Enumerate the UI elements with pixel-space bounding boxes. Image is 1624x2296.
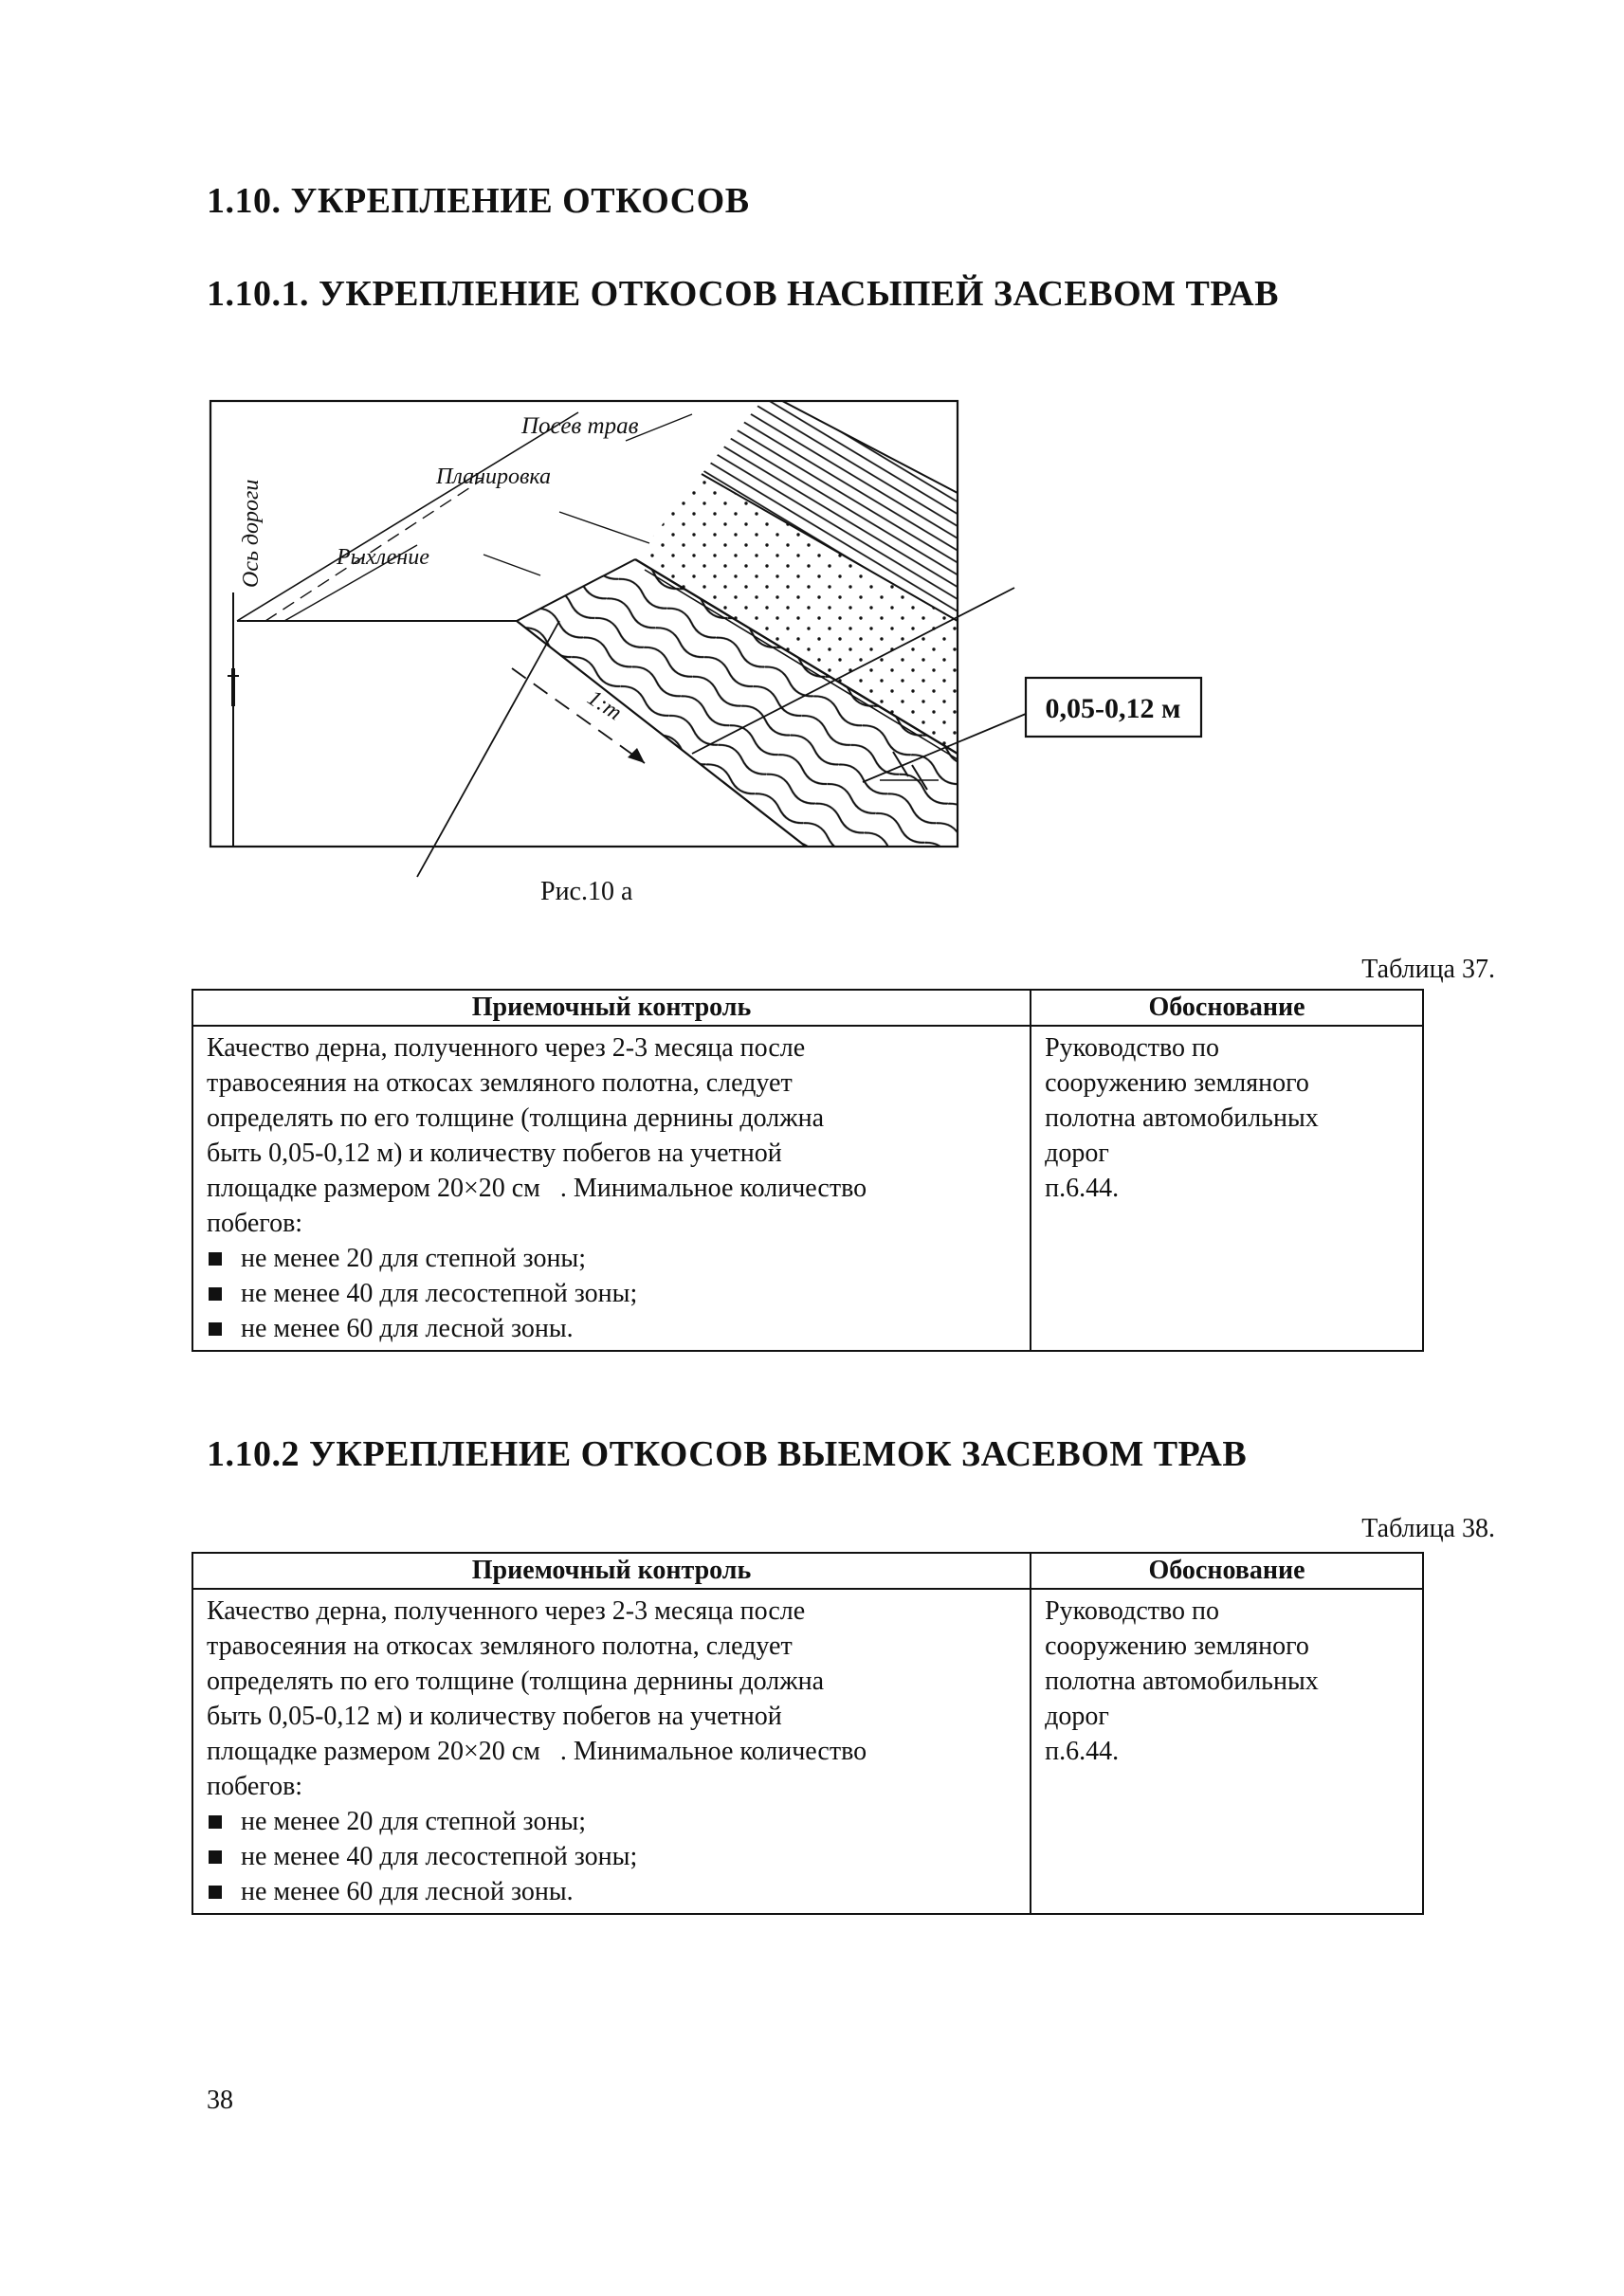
table-37-control-cell (192, 1026, 1031, 1351)
grading-label: Планировка (436, 465, 552, 489)
table-38-header-basis: Обоснование (1031, 1553, 1423, 1589)
basis-line: Руководство по (1045, 1033, 1220, 1063)
basis-line: полотна автомобильных (1045, 1103, 1319, 1133)
figure-caption: Рис.10 а (540, 877, 633, 906)
basis-line: сооружению земляного (1045, 1631, 1309, 1661)
control-line: побегов: (207, 1772, 303, 1801)
square-bullet-icon (209, 1815, 222, 1829)
table-38-basis-cell (1031, 1589, 1423, 1914)
thickness-callout-label: 0,05-0,12 м (1045, 693, 1181, 724)
section-heading-1-10-1: 1.10.1. УКРЕПЛЕНИЕ ОТКОСОВ НАСЫПЕЙ ЗАСЕВОМ ТРАВ (207, 274, 1280, 314)
section-heading-1-10-2: 1.10.2 УКРЕПЛЕНИЕ ОТКОСОВ ВЫЕМОК ЗАСЕВОМ ТРАВ (207, 1434, 1248, 1474)
control-line: быть 0,05-0,12 м) и количеству побегов на учетной (207, 1139, 782, 1168)
basis-line: дорог (1045, 1702, 1109, 1731)
square-bullet-icon (209, 1287, 222, 1301)
control-line: определять по его толщине (толщина дернины должна (207, 1667, 824, 1696)
table-38-label: Таблица 38. (1361, 1514, 1495, 1543)
control-line: травосеяния на откосах земляного полотна, следует (207, 1068, 793, 1098)
loosening-label: Рыхление (337, 545, 429, 570)
control-line: побегов: (207, 1209, 303, 1238)
table-37-basis-cell (1031, 1026, 1423, 1351)
control-line: быть 0,05-0,12 м) и количеству побегов на учетной (207, 1702, 782, 1731)
basis-line: Руководство по (1045, 1596, 1220, 1626)
basis-line: п.6.44. (1045, 1737, 1120, 1766)
table-37-label: Таблица 37. (1361, 955, 1495, 984)
square-bullet-icon (209, 1252, 222, 1266)
table-38-header-control: Приемочный контроль (192, 1553, 1031, 1589)
square-bullet-icon (209, 1322, 222, 1336)
control-line: площадке размером 20×20 см . Минимальное количество (207, 1737, 867, 1766)
basis-line: дорог (1045, 1139, 1109, 1168)
basis-line: полотна автомобильных (1045, 1667, 1319, 1696)
control-line: травосеяния на откосах земляного полотна, следует (207, 1631, 793, 1661)
basis-line: п.6.44. (1045, 1174, 1120, 1203)
control-line: Качество дерна, полученного через 2-3 месяца после (207, 1596, 806, 1626)
square-bullet-icon (209, 1850, 222, 1864)
basis-line: сооружению земляного (1045, 1068, 1309, 1098)
table-37-header-control: Приемочный контроль (192, 990, 1031, 1026)
control-line: площадке размером 20×20 см . Минимальное количество (207, 1174, 867, 1203)
square-bullet-icon (209, 1886, 222, 1899)
table-38-control-cell (192, 1589, 1031, 1914)
list-item: не менее 20 для степной зоны; (207, 1804, 1016, 1839)
list-item: не менее 20 для степной зоны; (207, 1241, 1016, 1276)
list-item: не менее 60 для лесной зоны. (207, 1311, 1016, 1346)
slope-reinforcement-figure (199, 393, 1213, 905)
table-37-header-basis: Обоснование (1031, 990, 1423, 1026)
list-item: не менее 60 для лесной зоны. (207, 1874, 1016, 1909)
section-heading-1-10: 1.10. УКРЕПЛЕНИЕ ОТКОСОВ (207, 181, 750, 221)
page-number: 38 (207, 2086, 233, 2115)
grass-seeding-label: Посев трав (521, 413, 639, 439)
control-line: Качество дерна, полученного через 2-3 месяца после (207, 1033, 806, 1063)
slope-ratio-label: 1:m (582, 685, 627, 726)
list-item: не менее 40 для лесостепной зоны; (207, 1839, 1016, 1874)
table-37 (192, 989, 1424, 1352)
list-item: не менее 40 для лесостепной зоны; (207, 1276, 1016, 1311)
control-line: определять по его толщине (толщина дернины должна (207, 1103, 824, 1133)
road-axis-label: Ось дороги (239, 479, 264, 588)
table-38 (192, 1552, 1424, 1915)
